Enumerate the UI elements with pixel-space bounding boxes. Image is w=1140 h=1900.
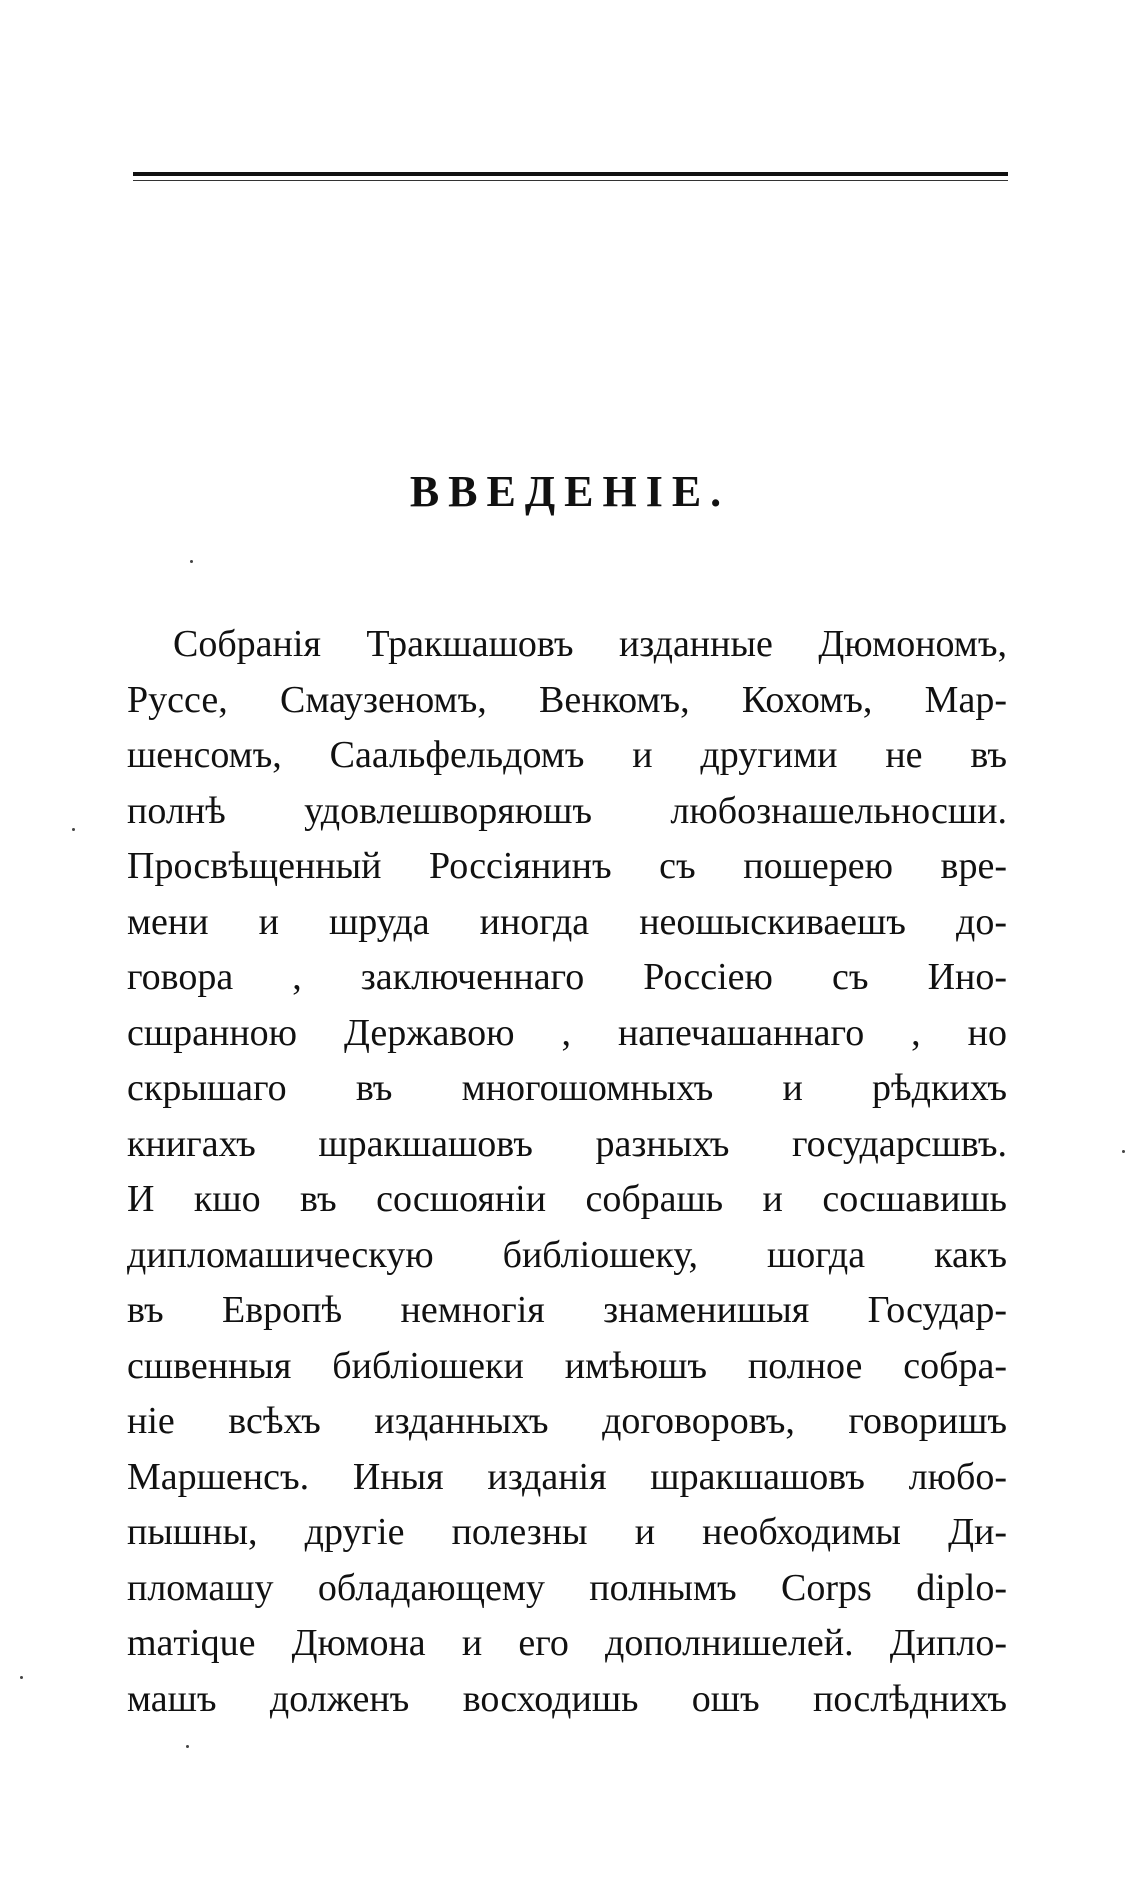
text-line: книгахъ шракшашовъ разныхъ государсшвъ. (127, 1122, 1007, 1165)
text-line: maтique Дюмона и его дополнишелей. Дипло- (127, 1622, 1007, 1664)
print-speck (186, 1745, 189, 1748)
text-line: пломашу обладающему полнымъ Corps diplo- (127, 1566, 1007, 1609)
print-speck (20, 1676, 23, 1679)
text-line: И кшо въ сосшояніи собрашь и сосшавишь (127, 1178, 1007, 1220)
text-line: машъ долженъ восходишь ошъ послѣднихъ (127, 1677, 1007, 1720)
top-rule (133, 172, 1008, 176)
text-line: въ Европѣ немногія знаменишыя Государ- (127, 1289, 1007, 1331)
text-line: сшвенныя библіошеки имѣюшъ полное собра- (127, 1344, 1007, 1387)
text-line: Руссе, Смаузеномъ, Венкомъ, Кохомъ, Мар- (127, 678, 1007, 721)
text-line: Маршенсъ. Иныя изданія шракшашовъ любо- (127, 1455, 1007, 1498)
text-line: дипломашическую библіошеку, шогда какъ (127, 1233, 1007, 1276)
text-line: Собранія Тракшашовъ изданные Дюмономъ, (173, 623, 1007, 665)
print-speck (190, 560, 193, 563)
text-line: пышны, другіе полезны и необходимы Ди- (127, 1511, 1007, 1553)
text-line: ніе всѣхъ изданныхъ договоровъ, говоришъ (127, 1400, 1007, 1442)
print-speck (1122, 1150, 1125, 1153)
text-line: Просвѣщенный Россіянинъ съ пошерею вре- (127, 845, 1007, 887)
top-rule-thin (133, 180, 1008, 181)
print-speck (72, 828, 75, 831)
text-line: шенсомъ, Саальфельдомъ и другими не въ (127, 734, 1007, 776)
text-line: скрышаго въ многошомныхъ и рѣдкихъ (127, 1067, 1007, 1109)
text-line: сшранною Державою , напечашаннаго , но (127, 1011, 1007, 1054)
text-line: мени и шруда иногда неошыскиваешъ до- (127, 900, 1007, 943)
page-title: ВВЕДЕНІЕ. (409, 467, 731, 516)
text-line: полнѣ удовлешворяюшъ любознашельносши. (127, 789, 1007, 832)
text-line: говора , заключеннаго Россіею съ Ино- (127, 956, 1007, 998)
body-text (127, 617, 1007, 1727)
